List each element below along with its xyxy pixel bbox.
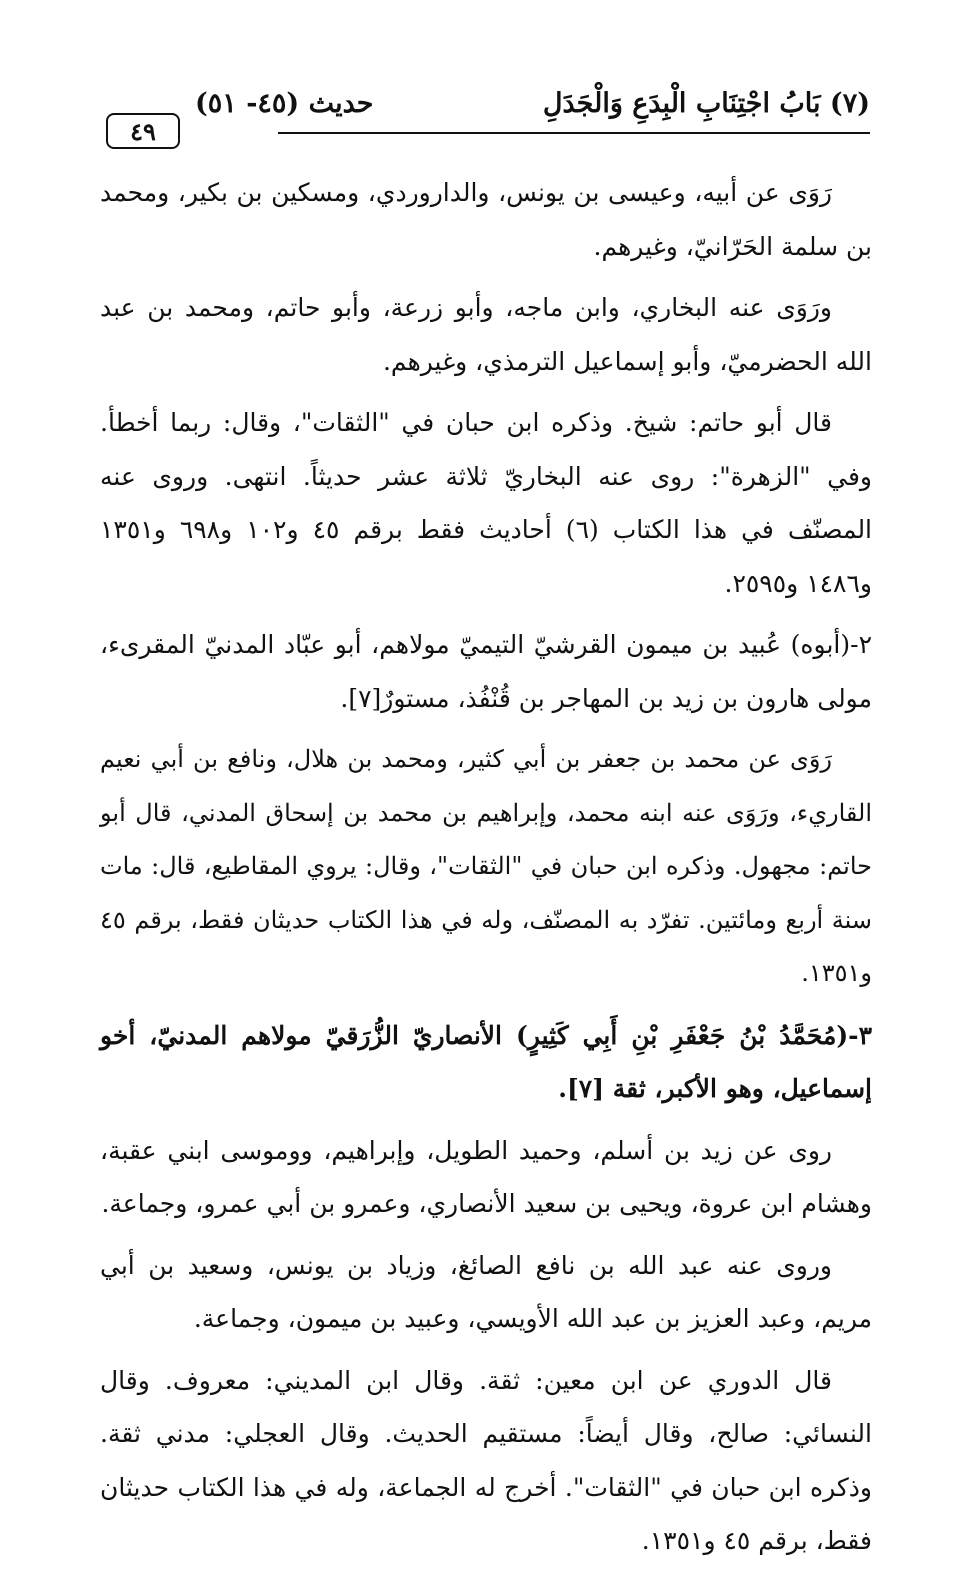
paragraph: قال أبو حاتم: شيخ. وذكره ابن حبان في "الثقات"، وقال: ربما أخطأ. وفي "الزهرة": روى عنه البخاريّ ثلاثة عشر حديثاً. انتهى. وروى عنه المصنّف في هذا الكتاب (٦) أحاديث فقط برقم ٤٥ و١٠٢ و٦٩٨ و١٣٥١ و١٤٨٦ و٢٥٩٥. (100, 408, 873, 598)
paragraph: ورَوَى عنه البخاري، وابن ماجه، وأبو زرعة، وأبو حاتم، ومحمد بن عبد الله الحضرميّ، وأبو إسماعيل الترمذي، وغيرهم. (100, 293, 872, 376)
chapter-title: (٧) بَابُ اجْتِنَابِ الْبِدَعِ وَالْجَدَلِ (542, 88, 870, 119)
page-header (100, 88, 870, 148)
paragraph: قال الدوري عن ابن معين: ثقة. وقال ابن المديني: معروف. وقال النسائي: صالح، وقال أيضاً: مستقيم الحديث. وقال العجلي: مدني ثقة. وذكره ابن حبان في "الثقات". أخرج له الجماعة، وله في هذا الكتاب حديثان فقط، برقم ٤٥ و١٣٥١. (100, 1365, 872, 1555)
page-number: ٤٩ (130, 116, 156, 146)
page-number-box (106, 113, 180, 149)
paragraph: رَوَى عن أبيه، وعيسى بن يونس، والداروردي، ومسكين بن بكير، ومحمد بن سلمة الحَرّانيّ، وغيرهم. (100, 178, 872, 261)
hadith-range: حديث (٤٥- ٥١) (195, 88, 374, 119)
narrator-entry: ٢-(أبوه) عُبيد بن ميمون القرشيّ التيميّ مولاهم، أبو عبّاد المدنيّ المقرىء، مولى هارون بن زيد بن المهاجر بن قُنْفُذ، مستورٌ[٧]. (100, 630, 872, 713)
page-body (100, 166, 872, 1576)
paragraph: روى عن زيد بن أسلم، وحميد الطويل، وإبراهيم، ووموسى ابني عقبة، وهشام ابن عروة، ويحيى بن سعيد الأنصاري، وعمرو بن أبي عمرو، وجماعة. (100, 1135, 872, 1218)
narrator-entry: ٣-(مُحَمَّدُ بْنُ جَعْفَرِ بْنِ أَبِي كَثِيرٍ) الأنصاريّ الزُّرَقيّ مولاهم المدنيّ، أخو إسماعيل، وهو الأكبر، ثقة [٧]. (100, 1020, 872, 1103)
paragraph: وروى عنه عبد الله بن نافع الصائغ، وزياد بن يونس، وسعيد بن أبي مريم، وعبد العزيز بن عبد الله الأويسي، وعبيد بن ميمون، وجماعة. (100, 1250, 872, 1333)
paragraph: رَوَى عن محمد بن جعفر بن أبي كثير، ومحمد بن هلال، ونافع بن أبي نعيم القاريء، ورَوَى عنه ابنه محمد، وإبراهيم بن محمد بن إسحاق المدني، قال أبو حاتم: مجهول. وذكره ابن حبان في "الثقات"، وقال: يروي المقاطيع، قال: مات سنة أربع ومائتين. تفرّد به المصنّف، وله في هذا الكتاب حديثان فقط، برقم ٤٥ و١٣٥١. (100, 745, 872, 987)
header-rule (278, 132, 870, 134)
